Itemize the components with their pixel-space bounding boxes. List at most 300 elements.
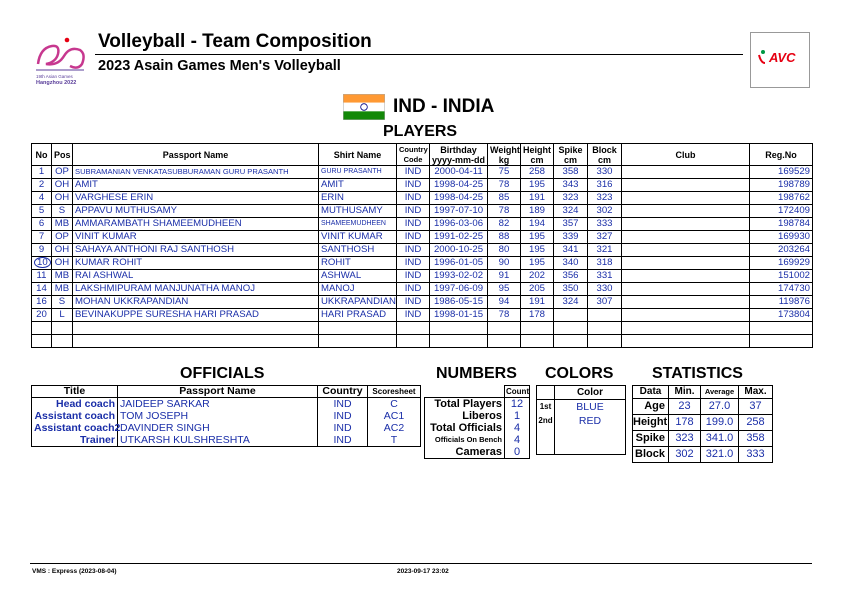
player-pos: MB: [52, 283, 73, 296]
player-pos: OP: [52, 231, 73, 244]
official-title: Assistant coach: [32, 410, 118, 422]
header-block-line2: cm: [597, 154, 611, 165]
player-country: IND: [397, 270, 430, 283]
empty-row: [32, 322, 813, 335]
header-weight-line1: Weight: [490, 144, 520, 155]
page-subtitle: 2023 Asain Games Men's Volleyball: [98, 58, 341, 74]
player-country: IND: [397, 309, 430, 322]
header-block: [588, 144, 622, 166]
players-table: [31, 143, 813, 348]
official-country: IND: [318, 422, 368, 434]
player-pos: OH: [52, 192, 73, 205]
player-no: 11: [32, 270, 52, 283]
official-scoresheet: AC2: [368, 422, 421, 434]
numbers-value: 4: [505, 422, 530, 434]
player-weight: 90: [488, 257, 521, 270]
player-birthday: 1998-01-15: [430, 309, 488, 322]
officials-header-passport: Passport Name: [118, 386, 318, 398]
officials-header-row: [32, 386, 421, 398]
stats-row: [633, 447, 773, 463]
player-spike: 341: [554, 244, 588, 257]
empty-cell: [52, 322, 73, 335]
colors-spacer-row: [537, 428, 626, 455]
header-pos: Pos: [52, 144, 73, 166]
player-regno: 198762: [750, 192, 813, 205]
table-row: [32, 296, 813, 309]
header-spike: [554, 144, 588, 166]
colors-heading: COLORS: [545, 365, 614, 382]
player-height: 178: [521, 309, 554, 322]
player-spike: 356: [554, 270, 588, 283]
official-name: JAIDEEP SARKAR: [118, 398, 318, 411]
numbers-label: Cameras: [425, 446, 505, 459]
empty-cell: [622, 335, 750, 348]
empty-cell: [554, 335, 588, 348]
player-weight: 88: [488, 231, 521, 244]
numbers-value: 1: [505, 410, 530, 422]
player-regno: 198784: [750, 218, 813, 231]
header-shirt: Shirt Name: [319, 144, 397, 166]
player-club: [622, 192, 750, 205]
stats-avg: 321.0: [701, 447, 739, 463]
official-scoresheet: AC1: [368, 410, 421, 422]
player-country: IND: [397, 283, 430, 296]
player-height: 258: [521, 166, 554, 179]
stats-row: [633, 431, 773, 447]
table-row: [32, 257, 813, 270]
player-regno: 173804: [750, 309, 813, 322]
player-country: IND: [397, 205, 430, 218]
player-passport: APPAVU MUTHUSAMY: [73, 205, 319, 218]
header-height-line1: Height: [523, 144, 551, 155]
empty-cell: [73, 335, 319, 348]
official-row: [32, 422, 421, 434]
header-country-line1: Country: [399, 144, 428, 154]
player-birthday: 1991-02-25: [430, 231, 488, 244]
officials-table: [31, 385, 421, 447]
player-height: 191: [521, 192, 554, 205]
empty-cell: [750, 322, 813, 335]
player-block: 327: [588, 231, 622, 244]
empty-cell: [588, 335, 622, 348]
empty-cell: [73, 322, 319, 335]
player-country: IND: [397, 218, 430, 231]
stats-min: 178: [669, 415, 701, 431]
colors-row: [537, 414, 626, 428]
player-club: [622, 218, 750, 231]
statistics-heading: STATISTICS: [652, 365, 743, 382]
official-country: IND: [318, 434, 368, 447]
officials-header-title: Title: [32, 386, 118, 398]
players-heading: PLAYERS: [383, 123, 458, 140]
player-birthday: 1997-06-09: [430, 283, 488, 296]
player-passport: VARGHESE ERIN: [73, 192, 319, 205]
empty-cell: [32, 335, 52, 348]
official-name: TOM JOSEPH: [118, 410, 318, 422]
player-club: [622, 309, 750, 322]
player-block: 318: [588, 257, 622, 270]
player-no: 2: [32, 179, 52, 192]
statistics-header-row: [633, 386, 773, 399]
player-birthday: 1998-04-25: [430, 179, 488, 192]
numbers-value: 12: [505, 398, 530, 411]
player-pos: OH: [52, 257, 73, 270]
player-shirt: VINIT KUMAR: [319, 231, 397, 244]
header-passport: Passport Name: [73, 144, 319, 166]
stats-label: Age: [633, 399, 669, 415]
stats-row: [633, 399, 773, 415]
captain-number: 10: [34, 257, 51, 268]
player-weight: 78: [488, 205, 521, 218]
player-birthday: 1993-02-02: [430, 270, 488, 283]
player-pos: MB: [52, 218, 73, 231]
player-shirt: UKKRAPANDIAN: [319, 296, 397, 309]
player-shirt: SANTHOSH: [319, 244, 397, 257]
empty-cell: [488, 335, 521, 348]
player-height: 195: [521, 231, 554, 244]
player-no: 7: [32, 231, 52, 244]
empty-cell: [430, 322, 488, 335]
player-club: [622, 166, 750, 179]
colors-row: [537, 400, 626, 415]
player-passport: SAHAYA ANTHONI RAJ SANTHOSH: [73, 244, 319, 257]
player-weight: 82: [488, 218, 521, 231]
table-row: [32, 218, 813, 231]
player-height: 205: [521, 283, 554, 296]
player-club: [622, 283, 750, 296]
stats-header-avg: Average: [701, 386, 739, 399]
player-no: 4: [32, 192, 52, 205]
numbers-label: Total Players: [425, 398, 505, 411]
official-scoresheet: C: [368, 398, 421, 411]
player-weight: 85: [488, 192, 521, 205]
player-pos: OP: [52, 166, 73, 179]
player-regno: 203264: [750, 244, 813, 257]
header-divider: [95, 54, 743, 55]
stats-max: 358: [739, 431, 773, 447]
numbers-row: [425, 446, 530, 459]
empty-cell: [588, 322, 622, 335]
player-regno: 151002: [750, 270, 813, 283]
player-block: 316: [588, 179, 622, 192]
player-block: 330: [588, 166, 622, 179]
footer-divider: [30, 563, 812, 564]
player-shirt: MUTHUSAMY: [319, 205, 397, 218]
header-country: [397, 144, 430, 166]
stats-label: Block: [633, 447, 669, 463]
empty-cell: [319, 322, 397, 335]
player-no: 20: [32, 309, 52, 322]
footer-date: 2023-09-17 23:02: [397, 568, 449, 575]
player-spike: 358: [554, 166, 588, 179]
player-club: [622, 231, 750, 244]
stats-label: Spike: [633, 431, 669, 447]
player-height: 189: [521, 205, 554, 218]
empty-cell: [521, 322, 554, 335]
header-birthday: [430, 144, 488, 166]
official-title: Head coach: [32, 398, 118, 411]
numbers-header-blank: [425, 386, 505, 398]
stats-min: 23: [669, 399, 701, 415]
player-regno: 198789: [750, 179, 813, 192]
numbers-heading: NUMBERS: [436, 365, 517, 382]
player-no: 14: [32, 283, 52, 296]
player-height: 195: [521, 244, 554, 257]
header-height-line2: cm: [530, 154, 544, 165]
player-shirt: GURU PRASANTH: [319, 166, 397, 179]
numbers-header-row: [425, 386, 530, 398]
numbers-row: [425, 434, 530, 446]
stats-header-min: Min.: [669, 386, 701, 399]
official-name: UTKARSH KULSHRESHTA: [118, 434, 318, 447]
player-height: 202: [521, 270, 554, 283]
player-block: 302: [588, 205, 622, 218]
numbers-label: Officials On Bench: [425, 434, 505, 446]
player-spike: [554, 309, 588, 322]
player-country: IND: [397, 166, 430, 179]
player-spike: 324: [554, 296, 588, 309]
empty-cell: [32, 322, 52, 335]
official-country: IND: [318, 410, 368, 422]
player-birthday: 1996-03-06: [430, 218, 488, 231]
player-spike: 350: [554, 283, 588, 296]
empty-cell: [397, 335, 430, 348]
player-weight: 78: [488, 309, 521, 322]
player-spike: 357: [554, 218, 588, 231]
player-shirt: ROHIT: [319, 257, 397, 270]
player-passport: KUMAR ROHIT: [73, 257, 319, 270]
player-spike: 340: [554, 257, 588, 270]
player-birthday: 2000-10-25: [430, 244, 488, 257]
page-title: Volleyball - Team Composition: [98, 31, 372, 52]
player-country: IND: [397, 257, 430, 270]
color-value: BLUE: [555, 400, 626, 415]
table-row: [32, 192, 813, 205]
player-spike: 343: [554, 179, 588, 192]
table-row: [32, 179, 813, 192]
empty-cell: [622, 322, 750, 335]
numbers-label: Liberos: [425, 410, 505, 422]
player-no: 5: [32, 205, 52, 218]
officials-header-scoresheet: Scoresheet: [368, 386, 421, 398]
player-club: [622, 296, 750, 309]
player-weight: 91: [488, 270, 521, 283]
numbers-label: Total Officials: [425, 422, 505, 434]
color-label: 1st: [537, 400, 555, 415]
empty-cell: [521, 335, 554, 348]
avc-logo: [750, 32, 810, 88]
player-spike: 324: [554, 205, 588, 218]
official-country: IND: [318, 398, 368, 411]
player-club: [622, 257, 750, 270]
hangzhou-logo: [30, 34, 90, 90]
player-height: 191: [521, 296, 554, 309]
empty-cell: [430, 335, 488, 348]
official-title: Trainer: [32, 434, 118, 447]
officials-heading: OFFICIALS: [180, 365, 265, 382]
player-regno: 172409: [750, 205, 813, 218]
player-spike: 323: [554, 192, 588, 205]
player-pos: MB: [52, 270, 73, 283]
player-pos: S: [52, 296, 73, 309]
player-club: [622, 179, 750, 192]
player-passport: RAI ASHWAL: [73, 270, 319, 283]
avc-logo-text: AVC: [769, 50, 796, 65]
player-weight: 95: [488, 283, 521, 296]
player-birthday: 1997-07-10: [430, 205, 488, 218]
player-spike: 339: [554, 231, 588, 244]
player-regno: 174730: [750, 283, 813, 296]
color-label: 2nd: [537, 414, 555, 428]
stats-min: 323: [669, 431, 701, 447]
header-country-line2: Code: [403, 154, 423, 164]
stats-max: 37: [739, 399, 773, 415]
stats-avg: 27.0: [701, 399, 739, 415]
player-country: IND: [397, 179, 430, 192]
player-passport: AMIT: [73, 179, 319, 192]
player-passport: VINIT KUMAR: [73, 231, 319, 244]
table-row: [32, 309, 813, 322]
player-passport: LAKSHMIPURAM MANJUNATHA MANOJ: [73, 283, 319, 296]
player-regno: 119876: [750, 296, 813, 309]
official-title: Assistant coach2: [32, 422, 118, 434]
player-birthday: 2000-04-11: [430, 166, 488, 179]
official-row: [32, 434, 421, 447]
stats-label: Height: [633, 415, 669, 431]
official-row: [32, 410, 421, 422]
player-passport: AMMARAMBATH SHAMEEMUDHEEN: [73, 218, 319, 231]
player-height: 195: [521, 179, 554, 192]
stats-avg: 341.0: [701, 431, 739, 447]
player-no: [32, 257, 52, 270]
player-block: 321: [588, 244, 622, 257]
official-row: [32, 398, 421, 411]
table-row: [32, 283, 813, 296]
stats-max: 333: [739, 447, 773, 463]
player-country: IND: [397, 192, 430, 205]
header-height: [521, 144, 554, 166]
player-country: IND: [397, 231, 430, 244]
empty-cell: [397, 322, 430, 335]
numbers-table: [424, 385, 530, 459]
team-name: IND - INDIA: [393, 96, 495, 117]
player-no: 9: [32, 244, 52, 257]
players-header-row: [32, 144, 813, 166]
player-pos: OH: [52, 179, 73, 192]
player-pos: OH: [52, 244, 73, 257]
player-weight: 75: [488, 166, 521, 179]
player-regno: 169929: [750, 257, 813, 270]
player-no: 1: [32, 166, 52, 179]
table-row: [32, 166, 813, 179]
empty-row: [32, 335, 813, 348]
header-spike-line1: Spike: [558, 144, 583, 155]
empty-cell: [554, 322, 588, 335]
player-height: 195: [521, 257, 554, 270]
header-spike-line2: cm: [563, 154, 577, 165]
stats-header-max: Max.: [739, 386, 773, 399]
player-shirt: ASHWAL: [319, 270, 397, 283]
header-regno: Reg.No: [750, 144, 813, 166]
colors-spacer-cell: [537, 428, 555, 455]
numbers-row: [425, 410, 530, 422]
colors-table: [536, 385, 626, 455]
stats-header-data: Data: [633, 386, 669, 399]
numbers-row: [425, 422, 530, 434]
player-passport: SUBRAMANIAN VENKATASUBBURAMAN GURU PRASANTH: [73, 166, 319, 179]
colors-header-color: Color: [555, 386, 626, 400]
player-country: IND: [397, 244, 430, 257]
statistics-table: [632, 385, 773, 463]
color-value: RED: [555, 414, 626, 428]
player-birthday: 1996-01-05: [430, 257, 488, 270]
player-weight: 94: [488, 296, 521, 309]
player-block: 331: [588, 270, 622, 283]
player-regno: 169930: [750, 231, 813, 244]
player-regno: 169529: [750, 166, 813, 179]
player-block: [588, 309, 622, 322]
india-flag-icon: [343, 94, 385, 120]
player-shirt: SHAMEEMUDHEEN: [319, 218, 397, 231]
player-no: 6: [32, 218, 52, 231]
empty-cell: [319, 335, 397, 348]
player-block: 323: [588, 192, 622, 205]
player-block: 307: [588, 296, 622, 309]
stats-row: [633, 415, 773, 431]
player-shirt: AMIT: [319, 179, 397, 192]
header-club: Club: [622, 144, 750, 166]
empty-cell: [750, 335, 813, 348]
stats-max: 258: [739, 415, 773, 431]
header-birthday-line2: yyyy-mm-dd: [432, 154, 486, 165]
colors-header-row: [537, 386, 626, 400]
header-weight: [488, 144, 521, 166]
player-birthday: 1986-05-15: [430, 296, 488, 309]
player-club: [622, 244, 750, 257]
player-shirt: ERIN: [319, 192, 397, 205]
colors-spacer-cell: [555, 428, 626, 455]
player-shirt: HARI PRASAD: [319, 309, 397, 322]
player-birthday: 1998-04-25: [430, 192, 488, 205]
header-block-line1: Block: [592, 144, 617, 155]
player-club: [622, 205, 750, 218]
logo-caption-2: Hangzhou 2022: [36, 80, 77, 86]
official-name: DAVINDER SINGH: [118, 422, 318, 434]
player-weight: 78: [488, 179, 521, 192]
empty-cell: [52, 335, 73, 348]
stats-min: 302: [669, 447, 701, 463]
colors-header-blank: [537, 386, 555, 400]
player-weight: 80: [488, 244, 521, 257]
player-shirt: MANOJ: [319, 283, 397, 296]
numbers-value: 0: [505, 446, 530, 459]
player-pos: S: [52, 205, 73, 218]
official-scoresheet: T: [368, 434, 421, 447]
player-pos: L: [52, 309, 73, 322]
numbers-header-count: Count: [506, 387, 530, 396]
stats-avg: 199.0: [701, 415, 739, 431]
table-row: [32, 270, 813, 283]
player-passport: BEVINAKUPPE SURESHA HARI PRASAD: [73, 309, 319, 322]
empty-cell: [488, 322, 521, 335]
header-weight-line2: kg: [498, 154, 510, 165]
logo-caption-1: 19th Asian Games: [36, 74, 73, 79]
player-block: 333: [588, 218, 622, 231]
header-birthday-line1: Birthday: [440, 144, 477, 155]
player-height: 194: [521, 218, 554, 231]
player-no: 16: [32, 296, 52, 309]
numbers-row: [425, 398, 530, 411]
